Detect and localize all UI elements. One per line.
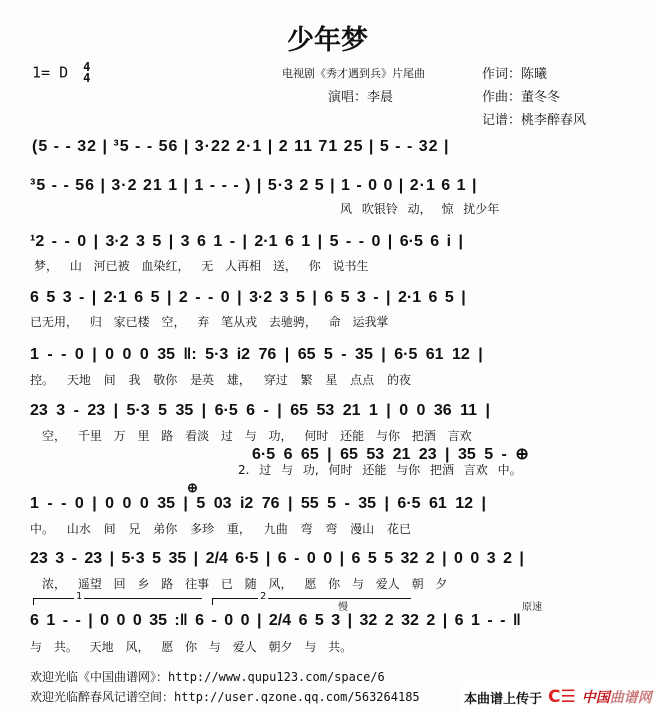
time-sig-bottom: 4 — [83, 71, 91, 85]
footer-link-2[interactable]: http://user.qzone.qq.com/563264185 — [174, 690, 420, 704]
logo-text-b: 曲谱网 — [609, 690, 652, 706]
footer-label-2: 欢迎光临醉春风记谱空间： — [30, 690, 175, 704]
footer-line-1 — [30, 668, 385, 685]
lyric-line-4: 已无用， 归 家已楼 空， 弃 笔从戎 去驰骋， 命 运我掌 — [30, 315, 389, 329]
singer-label: 演唱：李晨 — [328, 90, 394, 105]
volta-bracket-1 — [33, 591, 202, 605]
time-signature — [83, 62, 90, 84]
time-sig-top: 4 — [83, 60, 91, 74]
footer-label-1: 欢迎光临《中国曲谱网》： — [30, 670, 169, 684]
key-label: 1= D — [32, 63, 69, 82]
lyric-line-6: 空， 千里 万 里 路 看淡 过 与 功， 何时 还能 与你 把酒 言欢 — [42, 429, 472, 443]
lyric-line-7: 2. 过 与 功, 何时 还能 与你 把酒 言欢 中。 — [238, 463, 522, 477]
key-signature — [32, 62, 90, 84]
lyric-line-8: 中。 山水 间 兄 弟你 多珍 重， 九曲 弯 弯 漫山 花已 — [30, 522, 411, 536]
lyric-line-5: 控。 天地 间 我 敬你 是英 雄， 穿过 繁 星 点点 的夜 — [30, 373, 411, 387]
score-line-10: 6 1 - - | 0 0 0 35 :‖ 6 - 0 0 | 2/4 6 5 3 | 32 2 32 2 | 6 1 - - ‖ — [30, 612, 521, 629]
tempo-slow-mark: 慢 — [338, 602, 348, 613]
qupu-logo-icon: C☰ — [548, 687, 576, 707]
footer-link-1[interactable]: http://www.qupu123.com/space/6 — [168, 670, 385, 684]
score-line-7-volta2: 6·5 6 65 | 65 53 21 23 | 35 5 - ⊕ — [252, 446, 529, 463]
tempo-primo-mark: 原速 — [522, 602, 542, 613]
score-line-3: ¹2 - - 0 | 3·2 3 5 | 3 6 1 - | 2·1 6 1 | 5 - - 0 | 6·5 6 i | — [30, 233, 464, 250]
logo-text-a: 中国 — [581, 690, 610, 706]
source-label: 电视剧《秀才遇到兵》片尾曲 — [282, 67, 425, 80]
song-title: 少年梦 — [287, 25, 368, 56]
score-line-9: 23 3 - 23 | 5·3 5 35 | 2/4 6·5 | 6 - 0 0 | 6 5 5 32 2 | 0 0 3 2 | — [30, 550, 524, 567]
score-line-2: ³5 - - 56 | 3·2 21 1 | 1 - - - ) | 5·3 2 5 | 1 - 0 0 | 2·1 6 1 | — [30, 177, 478, 194]
score-line-8: 1 - - 0 | 0 0 0 35 | 5 03 i2 76 | 55 5 - 35 | 6·5 61 12 | — [30, 495, 486, 512]
score-line-1: (5 - - 32 | ³5 - - 56 | 3·22 2·1 | 2 11 71 25 | 5 - - 32 | — [32, 138, 450, 155]
composer-label: 作曲：董冬冬 — [482, 90, 561, 105]
transcriber-label: 记谱：桃李醉春风 — [482, 113, 587, 128]
lyric-line-9: 浓， 遥望 回 乡 路 往事 已 随 风， 愿 你 与 爱人 朝 夕 — [42, 577, 448, 591]
volta-2-label: 2 — [260, 591, 267, 602]
lyric-line-2: 风 吹银铃 动， 惊 扰少年 — [340, 202, 500, 216]
lyric-line-3: 梦， 山 河已被 血染红， 无 人再相 送， 你 说书生 — [34, 259, 369, 273]
volta-bracket-2 — [212, 591, 411, 605]
score-line-5: 1 - - 0 | 0 0 0 35 ‖: 5·3 i2 76 | 65 5 - 35 | 6·5 61 12 | — [30, 346, 483, 363]
volta-1-label: 1 — [76, 591, 83, 602]
score-line-4: 6 5 3 - | 2·1 6 5 | 2 - - 0 | 3·2 3 5 | 6 5 3 - | 2·1 6 5 | — [30, 289, 466, 306]
lyric-line-10: 与 共。 天地 风， 愿 你 与 爱人 朝夕 与 共。 — [30, 640, 353, 654]
upload-text: 本曲谱上传于 — [464, 691, 543, 707]
coda-mark-icon: ⊕ — [187, 480, 198, 495]
score-line-6: 23 3 - 23 | 5·3 5 35 | 6·5 6 - | 65 53 21 1 | 0 0 36 11 | — [30, 402, 490, 419]
upload-badge[interactable] — [460, 682, 655, 712]
lyricist-label: 作词：陈曦 — [482, 67, 548, 82]
footer-line-2 — [30, 688, 420, 705]
